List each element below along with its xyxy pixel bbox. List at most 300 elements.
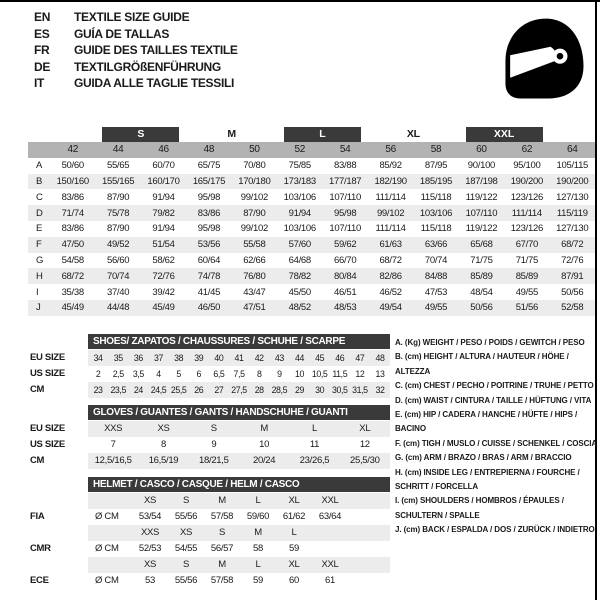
language-code: ES xyxy=(34,26,50,41)
value-cell: 5 xyxy=(176,369,181,379)
measurement-cell: 95/98 xyxy=(197,223,221,235)
size-column-header: 60 xyxy=(476,144,487,156)
measurement-cell: 119/122 xyxy=(465,223,498,235)
measurement-cell: 90/100 xyxy=(467,160,496,172)
helmet-value-cell: 54/55 xyxy=(174,543,198,554)
measurement-cell: 83/88 xyxy=(334,160,357,172)
certification-label: CMR xyxy=(30,543,51,554)
language-code: DE xyxy=(34,59,51,74)
value-cell: 8 xyxy=(256,369,262,379)
row-letter: J xyxy=(36,302,41,314)
value-cell: 20/24 xyxy=(253,455,276,466)
value-cell: 6 xyxy=(196,369,202,379)
measurement-cell: 107/110 xyxy=(329,191,361,203)
helmet-size-cell: L xyxy=(291,527,297,538)
size-group-cell xyxy=(459,126,550,142)
helmet-sizes xyxy=(88,557,390,573)
legend-item: C. (cm) CHEST / PECHO / POITRINE / TRUHE / PETTO xyxy=(395,381,594,391)
measurement-cell: 123/126 xyxy=(510,223,543,235)
measurement-cell: 87/90 xyxy=(243,207,266,219)
legend-item: F. (cm) TIGH / MUSLO / CUISSE / SCHENKEL / COSCIA xyxy=(395,438,598,448)
legend-item: A. (Kg) WEIGHT / PESO / POIDS / GEWITCH / PESO xyxy=(395,338,585,347)
helmet-value-cell: 59/60 xyxy=(246,511,270,522)
measurement-cell: 71/74 xyxy=(61,207,84,219)
measurement-cell: 177/187 xyxy=(329,175,362,187)
value-cell: 30,5 xyxy=(331,385,348,395)
measurement-cell: 74/78 xyxy=(197,270,221,282)
helmet-value-cell: 57/58 xyxy=(210,575,234,586)
row-label: US SIZE xyxy=(30,368,65,379)
value-cell: 29 xyxy=(294,385,304,395)
row-letter: E xyxy=(36,223,43,235)
measurement-cell: 85/89 xyxy=(470,270,493,282)
value-cell: 45 xyxy=(315,353,325,363)
shoes-values xyxy=(88,350,390,366)
value-cell: 2 xyxy=(95,369,101,379)
measurement-row xyxy=(28,205,595,221)
value-cell: 13 xyxy=(375,369,385,379)
legend-item: I. (cm) SHOULDERS / HOMBROS / ÉPAULES / SCHULTERN / SPALLE xyxy=(395,496,564,520)
measurement-cell: 165/175 xyxy=(192,175,226,187)
value-cell: 11,5 xyxy=(332,369,348,379)
measurement-cell: 107/110 xyxy=(465,207,498,219)
group-spacer xyxy=(550,126,595,142)
language-row xyxy=(34,59,238,76)
measurement-cell: 45/49 xyxy=(61,302,84,314)
size-group-label: XL xyxy=(406,128,420,140)
value-cell: 8 xyxy=(161,439,166,450)
size-group-bar: L xyxy=(284,127,361,142)
measurement-cell: 53/56 xyxy=(197,239,221,251)
measurement-cell: 48/53 xyxy=(334,302,357,314)
gloves-values xyxy=(88,453,390,469)
measurement-cell: 62/66 xyxy=(243,254,266,266)
helmet-values xyxy=(88,541,390,557)
helmet-size-cell xyxy=(312,525,348,541)
row-letter: D xyxy=(36,207,43,219)
measurement-cell: 54/58 xyxy=(61,254,84,266)
size-group-cell xyxy=(186,126,277,142)
row-label: US SIZE xyxy=(30,439,65,450)
value-cell: 23 xyxy=(93,385,103,395)
column-header-spacer xyxy=(28,142,50,158)
helmet-size-cell: M xyxy=(218,559,226,570)
value-cell: 27,5 xyxy=(231,385,247,395)
measurement-cell: 76/80 xyxy=(243,270,266,282)
helmet-size-cell: S xyxy=(182,559,190,570)
size-group-cell xyxy=(95,126,186,142)
measurement-cell: 127/130 xyxy=(556,191,589,203)
helmet-values xyxy=(88,573,390,589)
unit-cell: Ø CM xyxy=(95,543,119,554)
helmet-size-cell: XS xyxy=(179,527,193,538)
value-cell: 43 xyxy=(274,353,284,363)
measurement-cell: 51/56 xyxy=(515,302,538,314)
language-code: IT xyxy=(34,76,45,90)
size-column-header: 54 xyxy=(339,144,351,156)
measurement-cell: 103/106 xyxy=(283,223,316,235)
row-label: CM xyxy=(30,384,45,395)
size-columns-row xyxy=(28,142,595,158)
size-column-header: 52 xyxy=(294,144,306,156)
value-cell: 40 xyxy=(214,353,224,363)
helmet-value-cell: 52/53 xyxy=(138,543,162,554)
value-cell: 46 xyxy=(335,353,345,363)
measurement-cell: 91/94 xyxy=(288,207,311,219)
measurement-cell: 80/84 xyxy=(334,270,357,282)
helmet-value-cell: 57/58 xyxy=(210,511,234,522)
row-letter: F xyxy=(36,239,42,251)
helmet-size-cell: XL xyxy=(288,495,300,506)
value-cell: 3,5 xyxy=(132,369,144,379)
unit-cell: Ø CM xyxy=(95,575,119,586)
measurement-cell: 65/75 xyxy=(197,160,221,172)
helmet-value-cell: 53/54 xyxy=(138,511,162,522)
measurement-cell: 78/82 xyxy=(288,270,311,282)
certification-label: ECE xyxy=(30,575,49,586)
value-cell: 31,5 xyxy=(352,385,368,395)
measurement-cell: 155/165 xyxy=(101,175,135,187)
textile-size-table xyxy=(28,126,595,316)
measurement-cell: 123/126 xyxy=(510,191,543,203)
measurement-row xyxy=(28,158,595,174)
value-cell: 34 xyxy=(93,353,103,363)
measurement-cell: 99/102 xyxy=(240,191,268,203)
measurement-cell: 48/54 xyxy=(470,286,493,298)
helmet-value-cell: 61 xyxy=(325,575,335,586)
value-cell: 47 xyxy=(355,353,365,363)
measurement-cell: 63/66 xyxy=(424,239,448,251)
value-cell: 25,5/30 xyxy=(350,455,380,466)
helmet-size-cell: XXS xyxy=(140,527,160,538)
measurement-cell: 47/51 xyxy=(243,302,266,314)
helmet-sizes-row xyxy=(0,557,600,573)
measurement-cell: 45/49 xyxy=(152,302,175,314)
value-cell: 36 xyxy=(133,353,143,363)
value-cell: 10 xyxy=(259,439,270,450)
racing-helmet-icon xyxy=(497,12,591,106)
helmet-section-title: HELMET / CASCO / CASQUE / HELM / CASCO xyxy=(88,477,390,492)
measurement-cell: 51/54 xyxy=(152,239,175,251)
language-row xyxy=(34,75,238,92)
gloves-section-title: GLOVES / GUANTES / GANTS / HANDSCHUHE / GUANTI xyxy=(88,405,390,420)
measurement-cell: 58/62 xyxy=(152,254,175,266)
measurement-row xyxy=(28,300,595,316)
row-letter: A xyxy=(36,160,43,172)
measurement-cell: 70/74 xyxy=(424,254,448,266)
measurement-cell: 115/118 xyxy=(420,223,452,235)
helmet-values-row xyxy=(0,573,600,589)
measurement-cell: 59/62 xyxy=(334,239,357,251)
value-cell: 32 xyxy=(375,385,385,395)
size-group-label: M xyxy=(227,128,236,140)
row-letter: G xyxy=(36,254,44,266)
measurement-cell: 47/50 xyxy=(61,239,84,251)
measurement-cell: 75/78 xyxy=(106,207,130,219)
measurement-cell: 107/110 xyxy=(329,223,361,235)
value-cell: 24 xyxy=(133,385,143,395)
legend-item: E. (cm) HIP / CADERA / HANCHE / HÜFTE / HIPS / BACINO xyxy=(395,410,578,434)
helmet-value-cell: 58 xyxy=(253,543,263,554)
legend-item: G. (cm) ARM / BRAZO / BRAS / ARM / BRACCIO xyxy=(395,453,572,463)
value-cell: 11 xyxy=(309,439,320,450)
shoes-section-title: SHOES/ ZAPATOS / CHAUSSURES / SCHUHE / SCARPE xyxy=(88,334,390,349)
value-cell: 9 xyxy=(211,439,217,450)
measurement-cell: 72/76 xyxy=(152,270,175,282)
measurement-cell: 182/190 xyxy=(374,175,407,187)
measurement-cell: 50/60 xyxy=(61,160,84,172)
gloves-values xyxy=(88,421,390,437)
value-cell: 10 xyxy=(294,369,304,379)
measurement-cell: 185/195 xyxy=(419,175,453,187)
size-column-header: 58 xyxy=(430,144,442,156)
legend-item: D. (cm) WAIST / CINTURA / TAILLE / HÜFTUNG / VITA xyxy=(395,395,592,405)
helmet-size-cell: XXL xyxy=(321,495,339,506)
value-cell: XS xyxy=(157,423,170,434)
legend-item: J. (cm) BACK / ESPALDA / DOS / ZURÜCK / INDIETRO xyxy=(395,525,595,535)
measurement-cell: 103/106 xyxy=(283,191,316,203)
value-cell: M xyxy=(260,423,268,434)
value-cell: 4 xyxy=(156,369,161,379)
measurement-cell: 64/68 xyxy=(288,254,311,266)
helmet-size-cell: L xyxy=(255,495,261,506)
value-cell: 9 xyxy=(277,369,282,379)
measurement-cell: 95/100 xyxy=(513,160,541,172)
value-cell: 48 xyxy=(375,353,385,363)
language-row xyxy=(34,42,238,59)
helmet-size-cell: XL xyxy=(288,559,300,570)
value-cell: 6,5 xyxy=(213,369,225,379)
shoes-values xyxy=(88,366,390,382)
value-cell: 23/26,5 xyxy=(299,455,330,466)
measurement-cell: 46/51 xyxy=(334,286,357,298)
measurement-cell: 60/64 xyxy=(197,254,221,266)
size-column-header: 56 xyxy=(385,144,396,156)
measurement-cell: 84/88 xyxy=(424,270,448,282)
measurement-cell: 115/118 xyxy=(420,191,452,203)
legend-item: H. (cm) INSIDE LEG / ENTREPIERNA / FOURCHE / SCHRITT / FORCELLA xyxy=(395,467,580,492)
measurement-cell: 49/55 xyxy=(424,302,448,314)
measurement-cell: 49/52 xyxy=(106,239,130,251)
row-letter: I xyxy=(36,286,39,298)
measurement-cell: 71/75 xyxy=(470,254,493,266)
measurement-cell: 103/106 xyxy=(419,207,453,219)
measurement-cell: 44/48 xyxy=(106,302,130,314)
helmet-value-cell: 55/56 xyxy=(174,575,198,586)
language-list xyxy=(34,9,238,92)
value-cell: 23,5 xyxy=(110,385,126,395)
value-cell: 16,5/19 xyxy=(148,455,179,466)
certification-label: FIA xyxy=(30,511,45,522)
measurement-row xyxy=(28,221,595,237)
measurement-cell: 47/53 xyxy=(424,286,448,298)
measurement-row xyxy=(28,174,595,190)
measurement-cell: 127/130 xyxy=(556,223,589,235)
measurement-cell: 85/92 xyxy=(379,160,402,172)
measurement-cell: 85/89 xyxy=(515,270,538,282)
helmet-value-cell: 55/56 xyxy=(174,511,198,522)
unit-cell: Ø CM xyxy=(95,511,119,522)
size-column-header: 42 xyxy=(67,144,78,156)
value-cell: XL xyxy=(359,423,371,434)
value-cell: 25,5 xyxy=(170,385,187,395)
top-border xyxy=(0,0,600,2)
measurement-cell: 66/70 xyxy=(334,254,357,266)
value-cell: 26 xyxy=(194,385,204,395)
measurement-cell: 48/52 xyxy=(288,302,311,314)
size-column-header: 46 xyxy=(158,144,169,156)
measurement-cell: 75/85 xyxy=(288,160,311,172)
measurement-cell: 79/82 xyxy=(152,207,175,219)
value-cell: 12,5/16,5 xyxy=(94,455,132,466)
measurement-cell: 39/42 xyxy=(152,286,175,298)
size-table-body xyxy=(28,126,595,316)
measurement-cell: 55/65 xyxy=(106,160,130,172)
value-cell: 18/21,5 xyxy=(199,455,229,466)
measurement-cell: 45/50 xyxy=(288,286,311,298)
legend-item: B. (cm) HEIGHT / ALTURA / HAUTEUR / HÖHE / ALTEZZA xyxy=(395,352,569,376)
helmet-value-cell: 56/57 xyxy=(210,543,234,554)
measurement-cell: 61/63 xyxy=(379,239,402,251)
language-code: EN xyxy=(34,10,51,24)
measurement-cell: 65/68 xyxy=(470,239,493,251)
unit-spacer xyxy=(88,557,132,573)
value-cell: 24,5 xyxy=(150,385,167,395)
value-cell: 28 xyxy=(254,385,264,395)
helmet-sizes xyxy=(88,493,390,509)
measurement-cell: 83/86 xyxy=(61,223,84,235)
value-cell: XXS xyxy=(104,423,123,434)
measurement-cell: 50/56 xyxy=(470,302,493,314)
measurement-cell: 67/70 xyxy=(515,239,538,251)
measurement-cell: 160/170 xyxy=(147,175,180,187)
helmet-value-cell: 61/62 xyxy=(282,511,306,522)
measurement-cell: 119/122 xyxy=(465,191,498,203)
helmet-size-cell: XS xyxy=(143,495,157,506)
row-letter: B xyxy=(36,175,43,187)
helmet-sizes xyxy=(88,525,390,541)
helmet-values xyxy=(88,509,390,525)
measurement-row xyxy=(28,189,595,205)
measurement-cell: 50/56 xyxy=(561,286,584,298)
legend xyxy=(395,336,599,538)
measurement-cell: 49/54 xyxy=(379,302,402,314)
measurement-cell: 111/114 xyxy=(511,207,542,219)
helmet-size-cell: M xyxy=(254,527,262,538)
measurement-cell: 52/58 xyxy=(561,302,584,314)
measurement-cell: 111/114 xyxy=(375,223,406,235)
measurement-cell: 55/58 xyxy=(243,239,266,251)
helmet-value-cell: 60 xyxy=(289,575,299,586)
measurement-cell: 105/115 xyxy=(556,160,589,172)
language-title: GUIDE DES TAILLES TEXTILE xyxy=(74,43,238,57)
measurement-cell: 70/80 xyxy=(243,160,266,172)
measurement-cell: 87/95 xyxy=(424,160,448,172)
value-cell: 27 xyxy=(214,385,224,395)
language-row xyxy=(34,9,238,26)
size-column-header: 64 xyxy=(567,144,578,156)
measurement-cell: 41/45 xyxy=(197,286,221,298)
value-cell: L xyxy=(311,423,317,434)
value-cell: 35 xyxy=(113,353,123,363)
measurement-cell: 46/50 xyxy=(197,302,221,314)
measurement-cell: 82/86 xyxy=(379,270,402,282)
measurement-cell: 170/180 xyxy=(238,175,271,187)
measurement-cell: 37/40 xyxy=(106,286,130,298)
unit-spacer xyxy=(88,525,132,541)
language-title: TEXTILE SIZE GUIDE xyxy=(74,10,190,24)
measurement-cell: 190/200 xyxy=(510,175,543,187)
language-title: TEXTILGRÖßENFÜHRUNG xyxy=(74,59,221,74)
helmet-value-cell: 59 xyxy=(289,543,299,554)
row-label: CM xyxy=(30,455,45,466)
measurement-cell: 70/74 xyxy=(106,270,130,282)
helmet-values-row xyxy=(0,541,600,557)
helmet-value-cell xyxy=(312,541,348,557)
value-cell: 7 xyxy=(110,439,116,450)
measurement-cell: 173/183 xyxy=(283,175,316,187)
measurement-cell: 56/60 xyxy=(106,254,130,266)
measurement-cell: 83/86 xyxy=(197,207,221,219)
measurement-cell: 91/94 xyxy=(152,223,175,235)
row-letter: H xyxy=(36,270,43,282)
measurement-row xyxy=(28,237,595,253)
measurement-row xyxy=(28,284,595,300)
size-column-header: 48 xyxy=(203,144,215,156)
helmet-value-cell: 63/64 xyxy=(318,511,342,522)
value-cell: 38 xyxy=(174,353,184,363)
row-letter: C xyxy=(36,191,43,203)
measurement-cell: 72/76 xyxy=(561,254,584,266)
size-group-bar: XXL xyxy=(466,127,543,142)
language-row xyxy=(34,26,238,43)
size-group-cell xyxy=(368,126,459,142)
measurement-cell: 190/200 xyxy=(556,175,589,187)
measurement-cell: 115/119 xyxy=(556,207,588,219)
value-cell: 12 xyxy=(359,439,370,450)
gloves-values xyxy=(88,437,390,453)
measurement-cell: 49/55 xyxy=(515,286,538,298)
value-cell: 2,5 xyxy=(112,369,124,379)
value-cell: 7,5 xyxy=(233,369,245,379)
helmet-size-cell: M xyxy=(218,495,226,506)
size-column-header: 50 xyxy=(249,144,260,156)
value-cell: 37 xyxy=(153,353,163,363)
value-cell: 10,5 xyxy=(311,369,328,379)
helmet-size-cell: XS xyxy=(143,559,157,570)
measurement-cell: 99/102 xyxy=(240,223,268,235)
size-column-header: 62 xyxy=(521,144,533,156)
value-cell: 12 xyxy=(355,369,365,379)
measurement-cell: 87/90 xyxy=(106,191,130,203)
size-column-header: 44 xyxy=(112,144,124,156)
measurement-cell: 71/75 xyxy=(515,254,538,266)
helmet-size-cell: L xyxy=(255,559,261,570)
helmet-size-cell: S xyxy=(218,527,226,538)
measurement-cell: 87/90 xyxy=(106,223,130,235)
language-title: GUÍA DE TALLAS xyxy=(74,26,170,41)
measurement-cell: 43/47 xyxy=(243,286,266,298)
measurement-cell: 150/160 xyxy=(56,175,89,187)
helmet-value-cell: 53 xyxy=(145,575,155,586)
value-cell: 30 xyxy=(315,385,325,395)
measurement-cell: 46/52 xyxy=(379,286,402,298)
measurement-cell: 68/72 xyxy=(61,270,84,282)
measurement-cell: 60/70 xyxy=(152,160,175,172)
measurement-cell: 111/114 xyxy=(375,191,406,203)
helmet-size-cell: XXL xyxy=(321,559,339,570)
value-cell: 44 xyxy=(294,353,304,363)
